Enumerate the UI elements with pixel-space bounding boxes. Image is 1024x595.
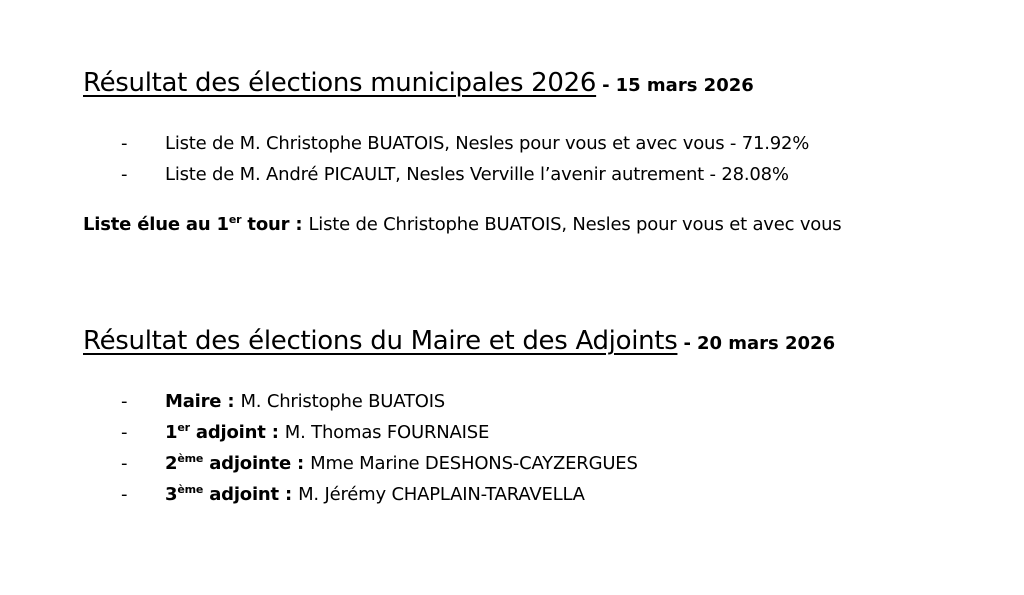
- bullet-dash: -: [121, 391, 128, 412]
- member-role: [165, 453, 291, 474]
- elected-list-line: [83, 211, 841, 239]
- member-role: [165, 391, 221, 412]
- member-colon: :: [290, 453, 311, 474]
- municipal-results-list: [121, 128, 809, 190]
- member-name: M. Jérémy CHAPLAIN-TARAVELLA: [298, 484, 585, 505]
- list-item: [121, 417, 638, 448]
- member-name: M. Thomas FOURNAISE: [284, 422, 490, 443]
- bullet-dash: -: [121, 422, 128, 443]
- role-prefix: 3: [165, 484, 178, 505]
- elected-colon: :: [289, 214, 309, 235]
- bullet-dash: -: [121, 453, 128, 474]
- role-prefix: Maire: [165, 391, 222, 412]
- list-item: [121, 479, 638, 510]
- role-suffix: adjointe: [203, 453, 291, 474]
- role-sup: er: [177, 421, 190, 434]
- municipal-heading-separator: -: [602, 75, 610, 96]
- member-role: [165, 484, 279, 505]
- municipal-heading-title: Résultat des élections municipales 2026: [83, 68, 597, 98]
- elected-label-prefix: Liste élue au 1: [83, 214, 229, 235]
- result-text: Liste de M. Christophe BUATOIS, Nesles pour vous et avec vous - 71.92%: [165, 133, 810, 154]
- member-role: [165, 422, 266, 443]
- member-colon: :: [221, 391, 241, 412]
- council-heading-date: 20 mars 2026: [696, 333, 836, 354]
- council-members-list: [121, 386, 638, 510]
- list-item: [121, 128, 809, 159]
- list-item: [121, 159, 809, 190]
- elected-label-suffix: tour: [241, 214, 290, 235]
- member-name: M. Christophe BUATOIS: [240, 391, 446, 412]
- result-text: Liste de M. André PICAULT, Nesles Verville l’avenir autrement - 28.08%: [165, 164, 789, 185]
- bullet-dash: -: [121, 164, 128, 185]
- role-sup: ème: [177, 483, 204, 496]
- bullet-dash: -: [121, 484, 128, 505]
- council-heading-separator: -: [683, 333, 691, 354]
- member-colon: :: [278, 484, 299, 505]
- role-sup: ème: [177, 452, 204, 465]
- elected-value: Liste de Christophe BUATOIS, Nesles pour vous et avec vous: [308, 214, 842, 235]
- bullet-dash: -: [121, 133, 128, 154]
- role-suffix: adjoint: [203, 484, 279, 505]
- municipal-heading-date: 15 mars 2026: [615, 75, 754, 96]
- council-heading: [83, 326, 835, 356]
- role-prefix: 2: [165, 453, 178, 474]
- elected-label: [83, 214, 289, 235]
- list-item: [121, 386, 638, 417]
- council-heading-title: Résultat des élections du Maire et des Adjoints: [83, 326, 678, 356]
- role-prefix: 1: [165, 422, 178, 443]
- member-colon: :: [265, 422, 285, 443]
- member-name: Mme Marine DESHONS-CAYZERGUES: [310, 453, 638, 474]
- role-suffix: adjoint: [189, 422, 266, 443]
- list-item: [121, 448, 638, 479]
- elected-label-sup: er: [228, 213, 242, 226]
- municipal-heading: [83, 68, 754, 98]
